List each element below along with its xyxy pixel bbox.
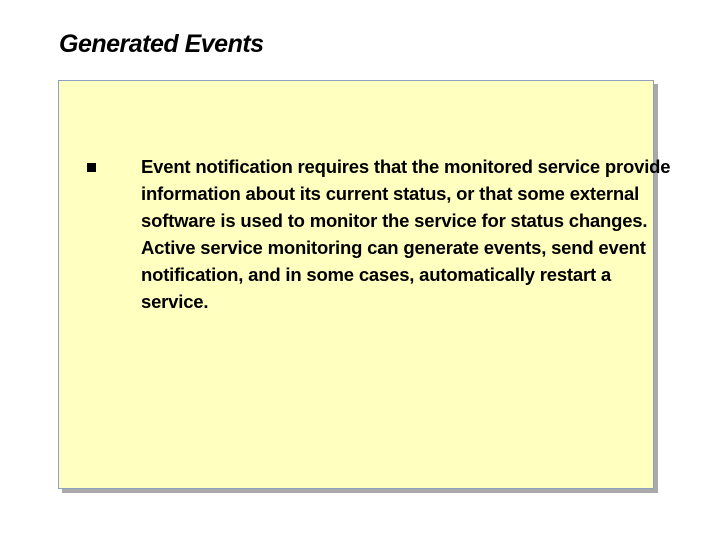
square-bullet-icon — [87, 163, 96, 172]
bullet-text: Event notification requires that the monitored service provide information about its current status, or that some external software is used to monitor the service for status changes. Active service monitoring can generate events, send event notification, and in some cases, automatically restart a service. — [141, 156, 671, 312]
content-panel — [58, 80, 671, 489]
slide-title: Generated Events — [59, 30, 264, 58]
